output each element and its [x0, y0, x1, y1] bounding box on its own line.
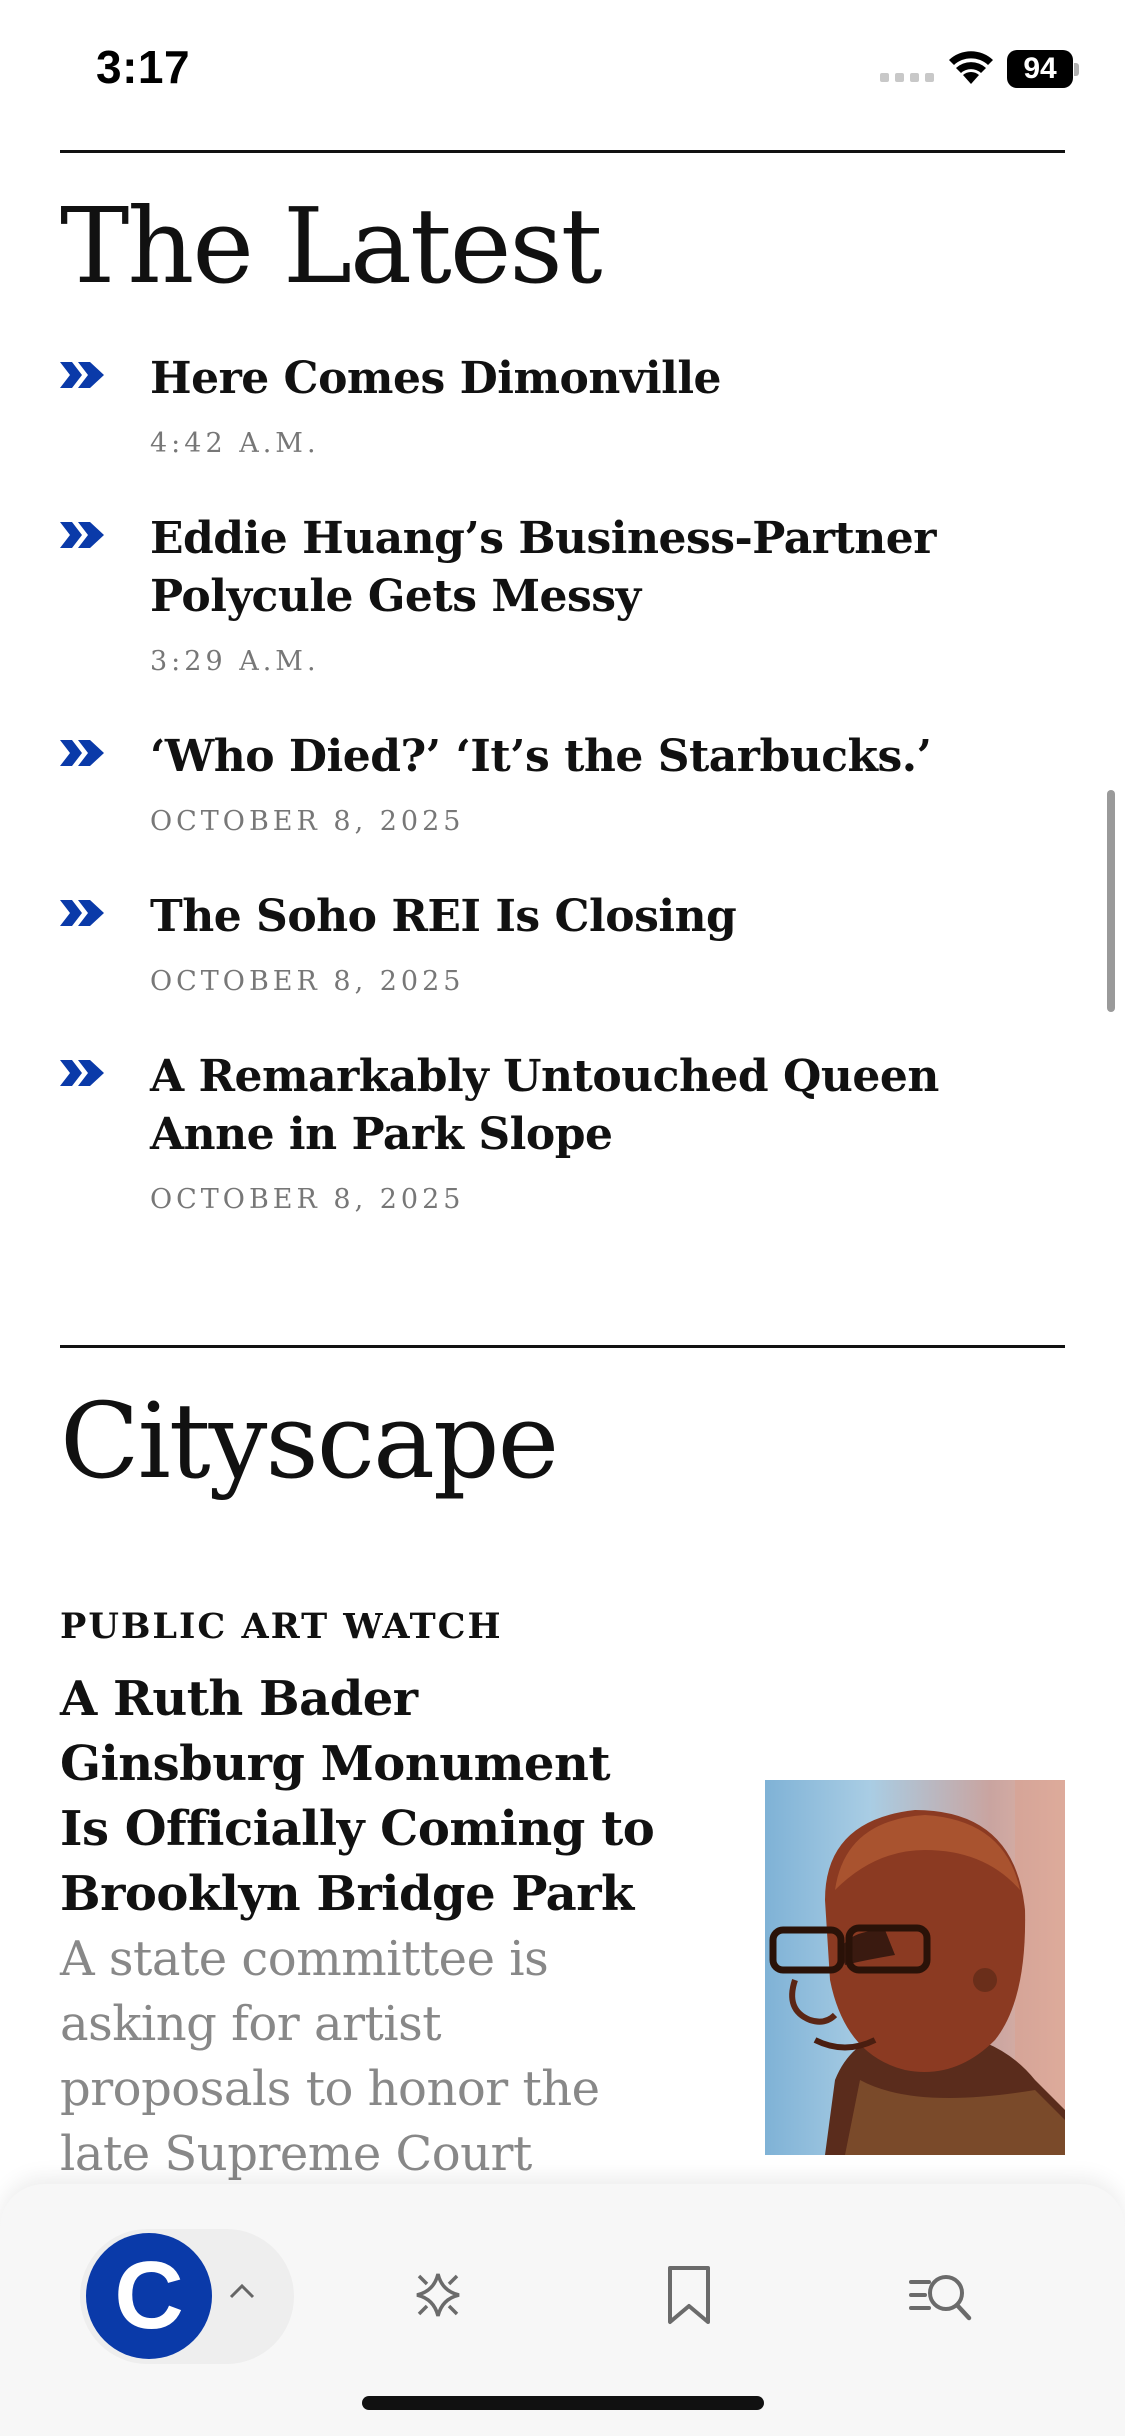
double-arrow-icon [60, 520, 106, 550]
sparkle-icon[interactable] [405, 2262, 471, 2328]
home-logo[interactable]: C [86, 2233, 212, 2359]
latest-headline[interactable]: A Remarkably Untouched Queen Anne in Park Slope [150, 1051, 939, 1160]
statue-illustration [765, 1780, 1065, 2155]
status-time: 3:17 [96, 41, 191, 93]
section-title-cityscape: Cityscape [60, 1380, 558, 1502]
cellular-signal-icon [880, 73, 934, 82]
latest-timestamp: 4:42 A.M. [150, 428, 320, 459]
story-thumbnail[interactable] [765, 1780, 1065, 2155]
latest-headline[interactable]: The Soho REI Is Closing [150, 891, 737, 942]
latest-timestamp: OCTOBER 8, 2025 [150, 1184, 465, 1215]
status-bar [0, 0, 1125, 140]
double-arrow-icon [60, 898, 106, 928]
battery-icon [1007, 50, 1079, 88]
latest-timestamp: OCTOBER 8, 2025 [150, 806, 465, 837]
story-dek: A state committee is asking for artist proposals to honor the late Supreme Court [60, 1931, 600, 2182]
story-headline[interactable]: A Ruth Bader Ginsburg Monument Is Officially Coming to Brooklyn Bridge Park [60, 1671, 655, 1922]
double-arrow-icon [60, 738, 106, 768]
latest-timestamp: OCTOBER 8, 2025 [150, 966, 465, 997]
latest-headline[interactable]: ‘Who Died?’ ‘It’s the Starbucks.’ [150, 731, 932, 782]
section-divider [60, 1345, 1065, 1348]
latest-headline[interactable]: Here Comes Dimonville [150, 353, 722, 404]
double-arrow-icon [60, 360, 106, 390]
story-card[interactable] [60, 1667, 660, 2252]
home-indicator [362, 2396, 764, 2410]
bookmark-icon[interactable] [656, 2262, 722, 2328]
search-list-icon[interactable] [907, 2262, 973, 2328]
section-divider [60, 150, 1065, 153]
home-tab-button[interactable] [80, 2229, 294, 2364]
double-arrow-icon [60, 1058, 106, 1088]
latest-headline[interactable]: Eddie Huang’s Business-Partner Polycule Gets Messy [150, 513, 936, 622]
story-kicker[interactable]: PUBLIC ART WATCH [60, 1606, 503, 1647]
latest-timestamp: 3:29 A.M. [150, 646, 320, 677]
wifi-icon [948, 50, 994, 86]
chevron-up-icon[interactable] [227, 2281, 257, 2301]
battery-level: 94 [1023, 52, 1057, 85]
section-title-latest: The Latest [60, 185, 601, 307]
scrollbar[interactable] [1107, 790, 1115, 1012]
